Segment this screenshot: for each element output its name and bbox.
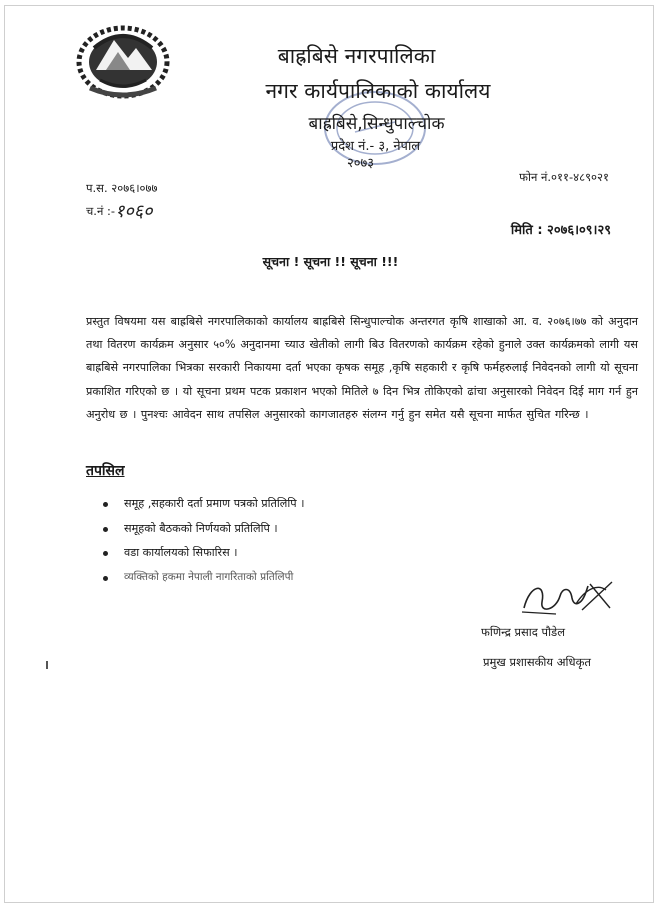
dispatch-number-value: १०६० — [115, 201, 153, 222]
list-item: व्यक्तिको हकमा नेपाली नागरिताको प्रतिलिपी — [103, 570, 304, 595]
signer-designation: प्रमुख प्रशासकीय अधिकृत — [483, 655, 591, 669]
office-name: नगर कार्यपालिकाको कार्यालय — [265, 79, 491, 103]
letter-date: मिति : २०७६।०९।२९ — [510, 223, 611, 238]
established-year: २०७३ — [346, 156, 375, 171]
handwritten-signature — [516, 574, 616, 622]
signer-name: फणिन्द्र प्रसाद पौडेल — [481, 625, 565, 639]
letter-number-value: २०७६।०७७ — [111, 181, 158, 195]
notice-title: सूचना ! सूचना !! सूचना !!! — [262, 254, 399, 269]
office-address: बाह्रबिसे,सिन्धुपाल्चोक — [308, 114, 445, 134]
attachments-list — [103, 496, 304, 594]
notice-body: प्रस्तुत विषयमा यस बाह्रबिसे नगरपालिकाको कार्यालय बाह्रबिसे सिन्धुपाल्चोक अन्तरगत कृषि शाखाको आ. व. २०७६।७७ को अनुदान तथा वितरण कार्यक्रम अनुसार ५०% अनुदानमा च्याउ खेतीको लागी बिउ वितरणको कार्यक्रम रहेको हुनाले उक्त कार्यक्रमको लागी यस बाह्रबिसे नगरपालिका भित्रका सरकारी निकायमा दर्ता भएका कृषक समूह ,कृषि सहकारी र कृषि फर्महरुलाई निवेदनको लागी यो सूचना प्रकाशित गरिएको छ । यो सूचना प्रथम पटक प्रकाशन भएको मितिले ७ दिन भित्र तोकिएको ढांचा अनुसारको निवेदन दिई माग गर्न हुन अनुरोध छ । पुनश्चः आवेदन साथ तपसिल अनुसारको कागजातहरु संलग्न गर्नु हुन समेत यसै सूचना मार्फत सुचित गरिन्छ । — [86, 315, 638, 421]
municipality-name: बाह्रबिसे नगरपालिका — [277, 44, 436, 68]
province-line: प्रदेश नं.- ३, नेपाल — [330, 139, 421, 154]
list-item: वडा कार्यालयको सिफारिस । — [103, 545, 304, 570]
letter-number-label: प.स. — [86, 181, 108, 195]
dispatch-number-label: च.नं :- — [86, 204, 116, 218]
list-item: समूहको बैठकको निर्णयको प्रतिलिपि । — [103, 521, 304, 546]
letter-number — [86, 181, 158, 196]
dispatch-number — [86, 199, 152, 223]
list-item: समूह ,सहकारी दर्ता प्रमाण पत्रको प्रतिलिपि । — [103, 496, 304, 521]
phone-number: फोन नं.०११-४८९०२१ — [519, 170, 609, 184]
attachments-heading: तपसिल — [86, 463, 125, 479]
scan-mark — [46, 661, 48, 669]
